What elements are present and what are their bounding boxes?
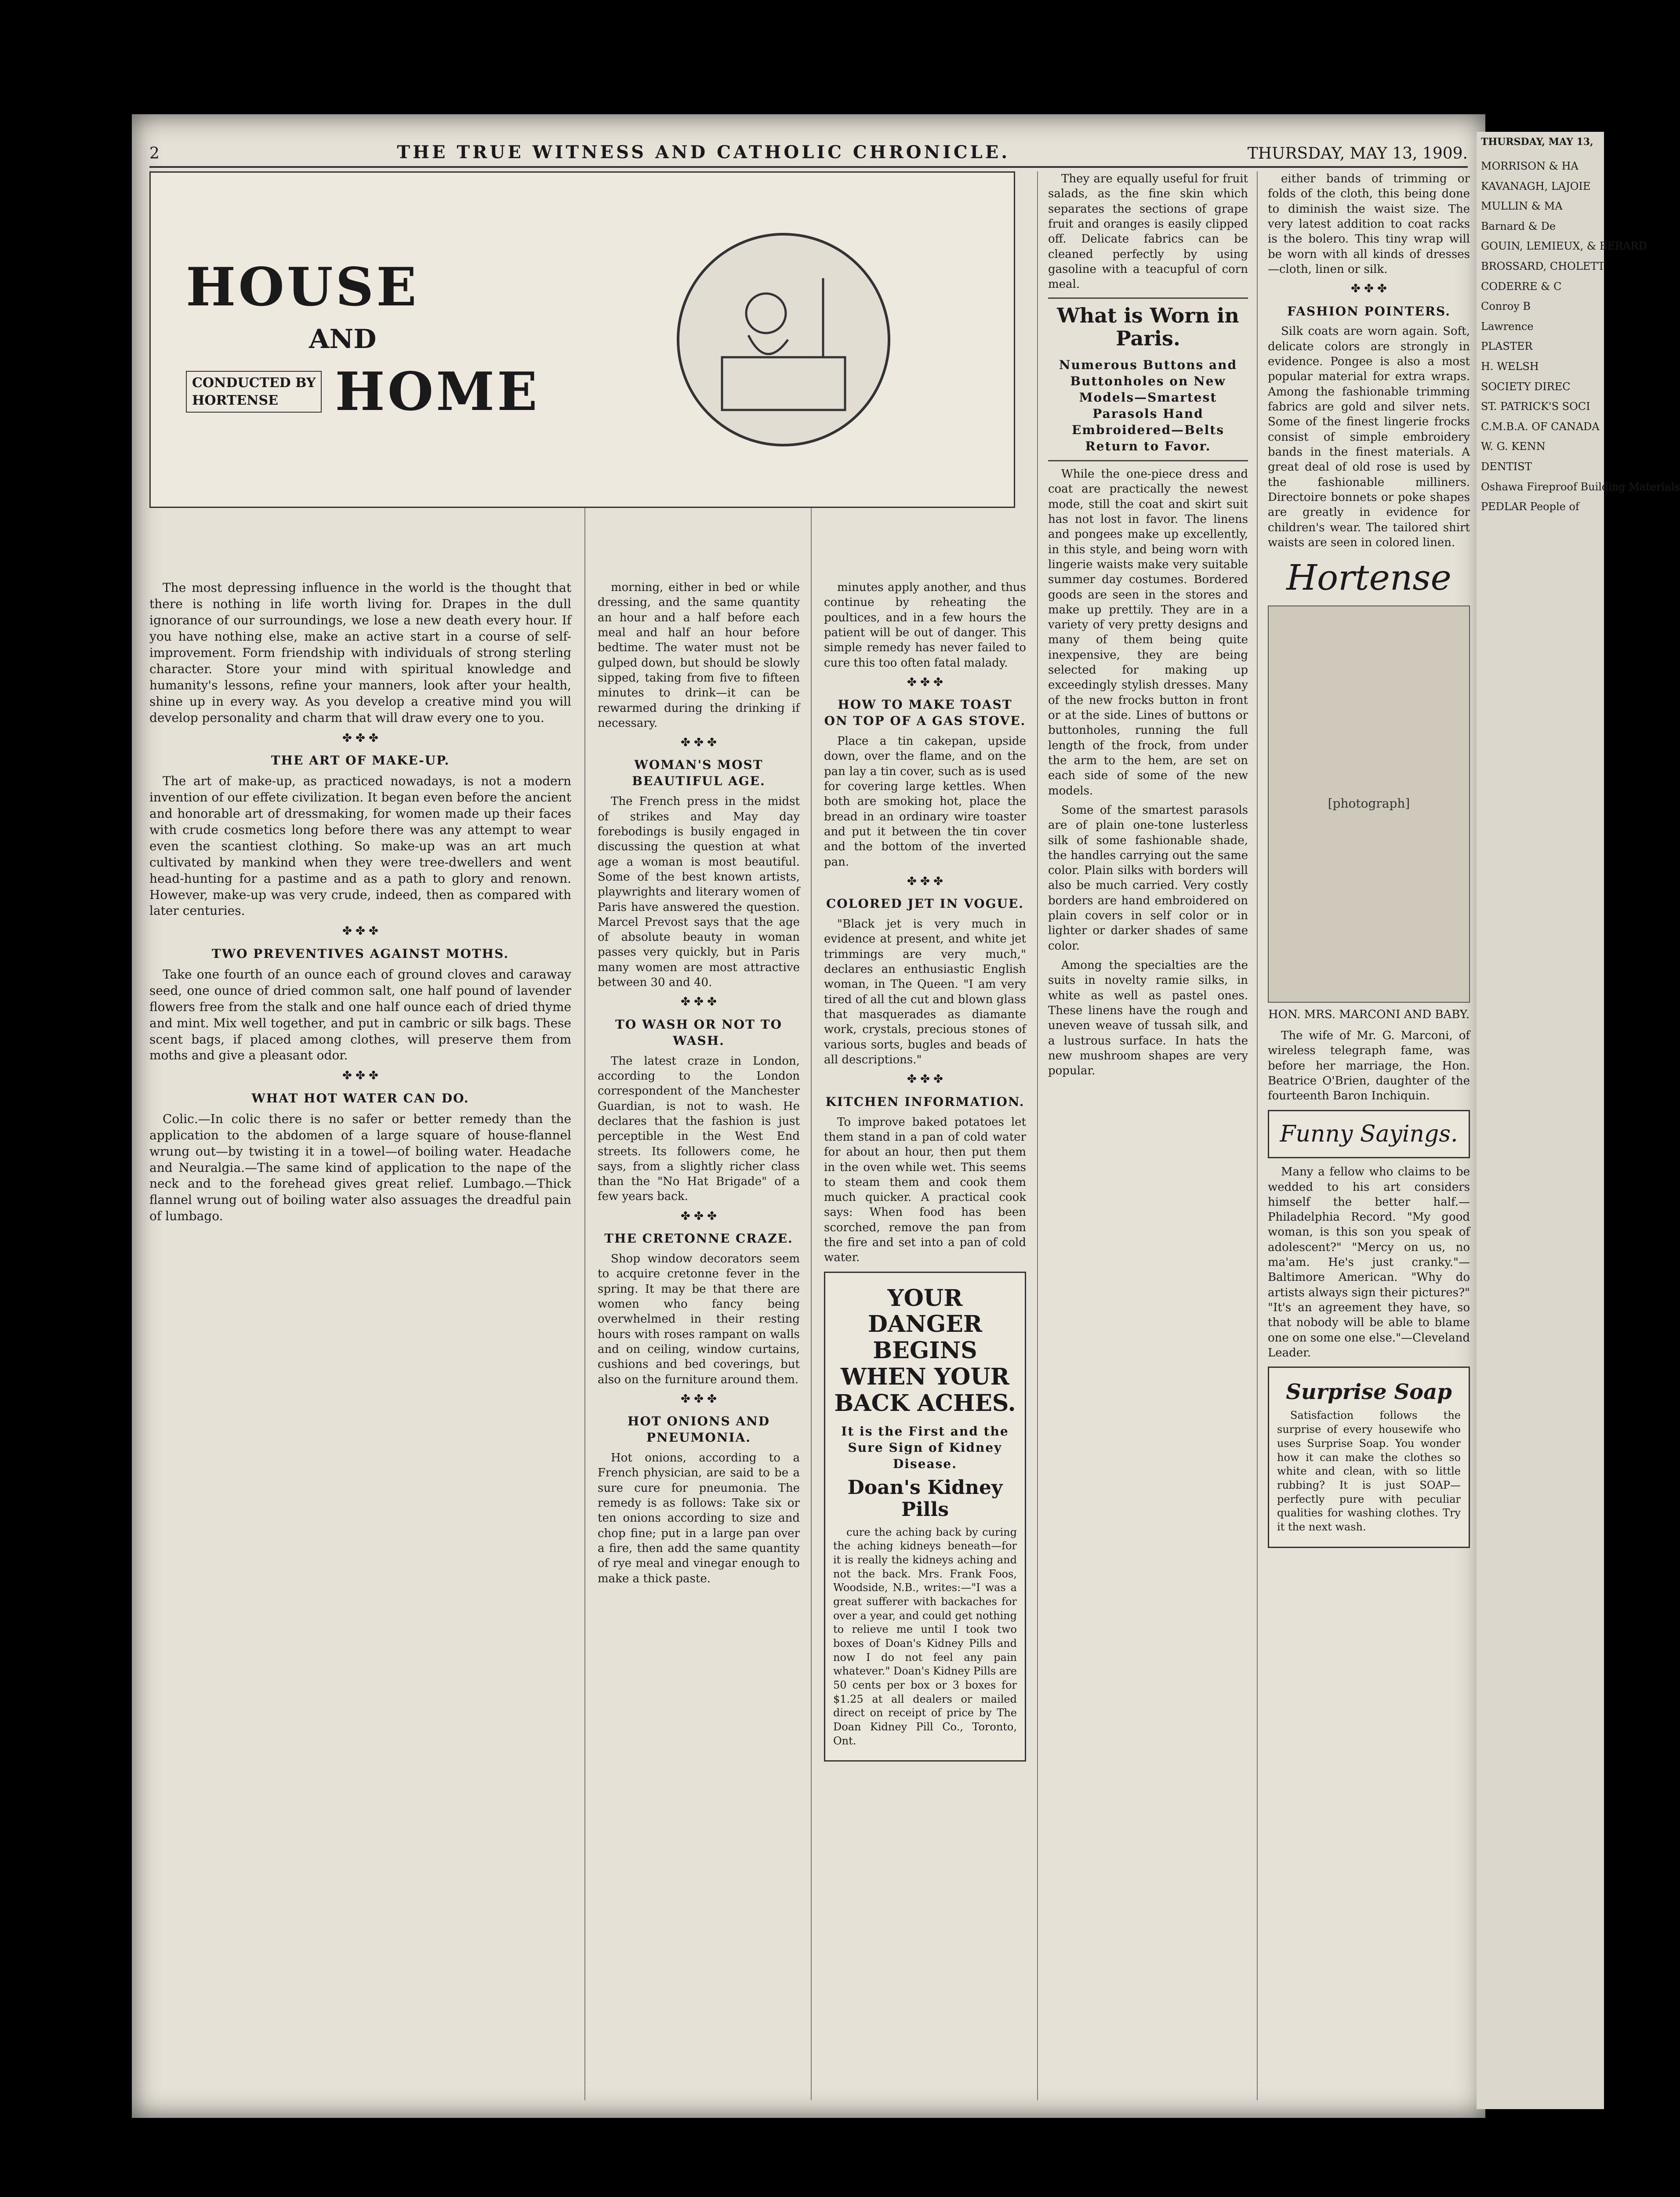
photo-caption: HON. MRS. MARCONI AND BABY. — [1268, 1008, 1470, 1021]
adjacent-page-edge — [1477, 132, 1680, 2109]
ad-product-name: Doan's Kidney Pills — [847, 1476, 1003, 1521]
funny-sayings-heading: Funny Sayings. — [1268, 1110, 1470, 1159]
edge-line: Barnard & De — [1481, 220, 1556, 232]
column-5: either bands of trimming or folds of the cloth, this being done to diminish the waist size. The very latest addition to coat racks is the bolero. This tiny wrap will be worn with all kinds of dresses—cloth, linen or silk. ✤ ✤ ✤ FASHION POINTERS. Silk coats are worn again. Soft, delicate colors are strongly in evidence. Pongee is also a most popular material for extra wraps. Among the fashionable trimming fabrics are gold and silver nets. Some of the finest lingerie frocks consist of simple embroidery bands in the finest materials. A great deal of old rose is used by the fashionable milliners. Directoire bonnets or poke shapes are greatly in evidence for children's wear. The tailored shirt waists are seen in colored linen. Hortense [photograph] HON. MRS. MARCONI AND BABY. The wife of Mr. G. Marconi, of wireless telegraph fame, was before her marriage, the Hon. Beatrice O'Brien, daughter of the fourteenth Baron Inchiquin. Funny Sayings. Many a fellow who claims to be wedded to his art considers himself the better half.—Philadelphia Record. "My good woman, is this son you speak of adolescent?" "Mercy on us, no ma'am. He's just cranky."—Baltimore American. "Why do artists always sign their pictures?" "It's an agreement they have, so that nobody will be able to blame one on some one else."—Cleveland Leader. Surprise Soap Satisfaction follows the surprise of every housewife who uses Surprise Soap. You wonder how it can make the clothes so white and clean, with so little rubbing? It is just SOAP—perfectly pure with peculiar qualities for washing clothes. Try it the next wash. — [1268, 171, 1470, 2100]
wash-heading: TO WASH OR NOT TO WASH. — [615, 1017, 782, 1048]
wash-text: The latest craze in London, according to the London correspondent of the Manchester Guardian, is not to wash. He declares that the fashion is just perceptible in the West End streets. Its followers come, he says, from a slightly richer class than the "No Hat Brigade" of a few years back. — [598, 1054, 800, 1204]
ad-headline: YOUR DANGER BEGINS WHEN YOUR BACK ACHES. — [834, 1284, 1016, 1417]
jet-text: "Black jet is very much in evidence at present, and white jet trimmings are very much," declares an enthusiastic English woman, in The Queen. "I am very tired of all the cut and blown glass that masquerades as diamante work, crystals, precious stones of various sorts, bugles and beads of all descriptions." — [824, 917, 1026, 1066]
edge-line: H. WELSH — [1481, 360, 1539, 373]
cretonne-heading: THE CRETONNE CRAZE. — [604, 1231, 793, 1246]
kitchen-text: To improve baked potatoes let them stand in a pan of cold water for about an hour, then put them in the oven while wet. This seems to steam them and cook them much quicker. A practical cook says: When food has been scorched, remove the pan from the fire and set into a pan of cold water. — [824, 1115, 1026, 1265]
edge-line: Lawrence — [1481, 320, 1534, 333]
separator: ✤ ✤ ✤ — [342, 924, 378, 938]
moths-heading: TWO PREVENTIVES AGAINST MOTHS. — [211, 946, 509, 961]
millinery-text: Among the specialties are the suits in novelty ramie silks, in white as well as pastel ones. These linens have the rough and uneven weave of tussah silk, and a lustrous surface. In hats the new mushroom shapes are very popular. — [1048, 959, 1248, 1078]
fashion-heading: FASHION POINTERS. — [1287, 304, 1451, 319]
column-rule — [1257, 171, 1258, 2100]
edge-line: BROSSARD, CHOLETT — [1481, 260, 1605, 272]
soap-title: Surprise Soap — [1286, 1380, 1452, 1405]
column-4 — [1048, 171, 1248, 2100]
edge-line: Oshawa Fireproof Building Materials — [1481, 480, 1680, 493]
edge-line: ST. PATRICK'S SOCI — [1481, 400, 1590, 413]
soap-text: Satisfaction follows the surprise of every housewife who uses Surprise Soap. You wonder how it can make the clothes so white and clean, with so little rubbing? It is just SOAP—perfectly pure with peculiar qualities for washing clothes. Try it the next wash. — [1277, 1409, 1461, 1533]
parasol-text: Some of the smartest parasols are of plain one-tone lusterless silk of some fashionable shade, the handles carrying out the same color. Plain silks with borders will also be much carried. Very costly borders are hand embroidered on plain covers in self color or in lighter or darker shades of same color. — [1048, 803, 1248, 953]
conducted-by: CONDUCTED BY HORTENSE — [186, 371, 322, 413]
art-of-makeup-heading: THE ART OF MAKE-UP. — [271, 753, 450, 768]
toast-heading: HOW TO MAKE TOAST ON TOP OF A GAS STOVE. — [824, 697, 1026, 729]
hortense-signature: Hortense — [1286, 557, 1451, 598]
edge-line: KAVANAGH, LAJOIE — [1481, 180, 1591, 192]
poultice-text: minutes apply another, and thus continue by reheating the poultices, and in a few hours the patient will be out of danger. This simple remedy has never failed to cure this too often fatal malady. — [824, 581, 1026, 670]
edge-line: MORRISON & HA — [1481, 160, 1578, 172]
art-of-makeup-text: The art of make-up, as practiced nowadays, is not a modern invention of our effete civilization. It began even before the ancient and honorable art of dressmaking, for women made up their faces with crude cosmetics long before there was any attempt to wear even the scantiest clothing. So make-up was an art much cultivated by mankind when they were tree-dwellers and went head-hunting for a pastime and as a path to glory and renown. However, make-up was very crude, indeed, then as compared with later centuries. — [149, 773, 571, 918]
kitchen-heading: KITCHEN INFORMATION. — [825, 1094, 1025, 1109]
hot-water-heading: WHAT HOT WATER CAN DO. — [251, 1091, 469, 1106]
house-and-home-masthead — [149, 171, 1015, 508]
morning-text: morning, either in bed or while dressing, and the same quantity an hour and a half before each meal and half an hour before bedtime. The water must not be gulped down, but should be slowly sipped, taking from five to fifteen minutes to drink—it can be rewarmed during the drinking if necessary. — [598, 581, 800, 730]
paris-text: While the one-piece dress and coat are practically the newest mode, still the coat and skirt suit has not lost in favor. The linens and pongees make up excellently, in this style, and being worn with lingerie waists make very suitable summer day costumes. Bordered goods are seen in the stores and make up prettily. They are in a variety of very pretty designs and many of them being quite inexpensive, they are being selected for making up exceedingly stylish dresses. Many of the new frocks button in front or at the side. Lines of buttons or buttonholes, running the full length of the frock, from under the arm to the hem, are set on each side of some of the new models. — [1048, 468, 1248, 798]
doans-kidney-pills-ad — [824, 1272, 1026, 1762]
intro-paragraph: The most depressing influence in the world is the thought that there is nothing in life worth living for. Drapes in the dull ignorance of our surroundings, we lose a new death every hour. If you have nothing else, make an active start in a course of self-improvement. Form friendship with individuals of strong sterling character. Store your mind with spiritual knowledge and humanity's lessons, refine your manners, look after your health, shine up in every way. As you develop a creative mind you will develop personality and charm that will draw every one to you. — [149, 580, 571, 725]
edge-date: THURSDAY, MAY 13, — [1481, 136, 1593, 148]
newspaper-title: THE TRUE WITNESS AND CATHOLIC CHRONICLE. — [397, 142, 1010, 163]
ad-body: cure the aching back by curing the aching kidneys beneath—for it is really the kidneys aching and not the back. Mrs. Frank Foos, Woodside, N.B., writes:—"I was a great sufferer with backaches for over a year, and could get nothing to relieve me until I took two boxes of Doan's Kidney Pills and now I do not feel any pain whatever." Doan's Kidney Pills are 50 cents per box or 3 boxes for $1.25 at all dealers or mailed direct on receipt of price by The Doan Kidney Pill Co., Toronto, Ont. — [833, 1526, 1017, 1747]
separator: ✤ ✤ ✤ — [342, 731, 378, 745]
separator: ✤ ✤ ✤ — [342, 1069, 378, 1083]
page-header — [149, 132, 1468, 168]
trimming-text: either bands of trimming or folds of the cloth, this being done to diminish the waist size. The very latest addition to coat racks is the bolero. This tiny wrap will be worn with all kinds of dresses—cloth, linen or silk. — [1268, 172, 1470, 276]
edge-line: Conroy B — [1481, 300, 1531, 313]
photo-text: The wife of Mr. G. Marconi, of wireless telegraph fame, was before her marriage, the Hon. Beatrice O'Brien, daughter of the fourteenth Baron Inchiquin. — [1268, 1029, 1470, 1103]
kitchen-illustration — [669, 225, 898, 454]
onions-text: Hot onions, according to a French physician, are said to be a sure cure for pneumonia. The remedy is as follows: Take six or ten onions according to size and chop fine; put in a large pan over a fire, then add the same quantity of rye meal and vinegar enough to make a thick paste. — [598, 1451, 800, 1585]
masthead-word-and: AND — [309, 324, 377, 355]
moths-text: Take one fourth of an ounce each of ground cloves and caraway seed, one ounce of dried common salt, one half pound of lavender flowers free from the stalk and one half ounce each of dried thyme and mint. Mix well together, and put in cambric or silk bags. These scent bags, if placed among clothes, will preserve them from moths and give a pleasant odor. — [149, 967, 571, 1063]
column-1 — [149, 580, 571, 2100]
column-rule — [1037, 171, 1038, 2100]
funny-sayings-text: Many a fellow who claims to be wedded to his art considers himself the better half.—Philadelphia Record. "My good woman, is this son you speak of adolescent?" "Mercy on us, no ma'am. He's just cranky."—Baltimore American. "Why do artists always sign their pictures?" "It's an agreement they have, so that nobody will be able to blame one on some one else."—Cleveland Leader. — [1268, 1165, 1470, 1360]
paris-heading: What is Worn in Paris. — [1057, 303, 1239, 351]
column-3: minutes apply another, and thus continue by reheating the poultices, and in a few hours the patient will be out of danger. This simple remedy has never failed to cure this too often fatal malady. ✤ ✤ ✤ HOW TO MAKE TOAST ON TOP OF A GAS STOVE. Place a tin cakepan, upside down, over the flame, and on the pan lay a tin cover, such as is used for covering large kettles. When both are smoking hot, place the bread in an ordinary wire toaster and put it between the tin cover and the bottom of the inverted pan. ✤ ✤ ✤ COLORED JET IN VOGUE. "Black jet is very much in evidence at present, and white jet trimmings are very much," declares an enthusiastic English woman, in The Queen. "I am very tired of all the cut and blown glass that masquerades as diamante work, crystals, precious stones of various sorts, bugles and beads of all descriptions." ✤ ✤ ✤ KITCHEN INFORMATION. To improve baked potatoes let them stand in a pan of cold water for about an hour, then put them in the oven while wet. This seems to steam them and cook them much quicker. A practical cook says: When food has been scorched, remove the pan from the fire and set into a pan of cold water. YOUR DANGER BEGINS WHEN YOUR BACK ACHES. It is the First and the Sure Sign of Kidney Disease. Doan's Kidney Pills cure the aching back by curing the aching kidneys beneath—for it is really the kidneys aching and not the back. Mrs. Frank Foos, Woodside, N.B., writes:—"I was a great sufferer with backaches for over a year, and could get nothing to relieve me until I took two boxes of Doan's Kidney Pills and now I do not feel any pain whatever." Doan's Kidney Pills are 50 cents per box or 3 boxes for $1.25 at all dealers or mailed direct on receipt of price by The Doan Kidney Pill Co., Toronto, Ont. — [824, 580, 1026, 2100]
fruit-text: They are equally useful for fruit salads, as the fine skin which separates the sections of grape fruit and oranges is easily clipped off. Delicate fabrics can be cleaned perfectly by using gasoline with a teacupful of corn meal. — [1048, 172, 1248, 291]
edge-line: CODERRE & C — [1481, 280, 1562, 293]
issue-date: THURSDAY, MAY 13, 1909. — [1247, 145, 1468, 163]
jet-heading: COLORED JET IN VOGUE. — [826, 896, 1024, 911]
marconi-photo: [photograph] — [1268, 605, 1470, 1003]
page-number: 2 — [149, 145, 160, 163]
edge-line: W. G. KENN — [1481, 440, 1546, 453]
toast-text: Place a tin cakepan, upside down, over the flame, and on the pan lay a tin cover, such as is used for covering large kettles. When both are smoking hot, place the bread in an ordinary wire toaster and put it between the tin cover and the bottom of the inverted pan. — [824, 735, 1026, 869]
edge-line: C.M.B.A. OF CANADA — [1481, 420, 1600, 433]
masthead-word-house: HOUSE — [186, 256, 419, 319]
beautiful-age-heading: WOMAN'S MOST BEAUTIFUL AGE. — [632, 758, 766, 789]
onions-heading: HOT ONIONS AND PNEUMONIA. — [627, 1414, 770, 1445]
column-2: morning, either in bed or while dressing, and the same quantity an hour and a half before each meal and half an hour before bedtime. The water must not be gulped down, but should be slowly sipped, taking from five to fifteen minutes to drink—it can be rewarmed during the drinking if necessary. ✤ ✤ ✤ WOMAN'S MOST BEAUTIFUL AGE. The French press in the midst of strikes and May day forebodings is busily engaged in discussing the question at what age a woman is most beautiful. Some of the best known artists, playwrights and literary women of Paris have answered the question. Marcel Prevost says that the age of absolute beauty in woman passes very quickly, but in Paris many women are most attractive between 30 and 40. ✤ ✤ ✤ TO WASH OR NOT TO WASH. The latest craze in London, according to the London correspondent of the Manchester Guardian, is not to wash. He declares that the fashion is just perceptible in the West End streets. Its followers come, he says, from a slightly richer class than the "No Hat Brigade" of a few years back. ✤ ✤ ✤ THE CRETONNE CRAZE. Shop window decorators seem to acquire cretonne fever in the spring. It may be that there are women who fancy being overwhelmed in their resting hours with roses rampant on walls and on ceiling, window curtains, cushions and bed coverings, but also on the furniture around them. ✤ ✤ ✤ HOT ONIONS AND PNEUMONIA. Hot onions, according to a French physician, are said to be a sure cure for pneumonia. The remedy is as follows: Take six or ten onions according to size and chop fine; put in a large pan over a fire, then add the same quantity of rye meal and vinegar enough to make a thick paste. — [598, 580, 800, 2100]
edge-line: MULLIN & MA — [1481, 200, 1563, 213]
masthead-word-home: HOME — [335, 360, 540, 423]
edge-line: PLASTER — [1481, 340, 1533, 353]
edge-line: GOUIN, LEMIEUX, & BERARD — [1481, 240, 1647, 253]
fashion-text: Silk coats are worn again. Soft, delicate colors are strongly in evidence. Pongee is also a most popular material for extra wraps. Among the fashionable trimming fabrics are gold and silver nets. Some of the finest lingerie frocks consist of simple embroidery bands in the finest materials. A great deal of old rose is used by the fashionable milliners. Directoire bonnets or poke shapes are greatly in evidence for children's wear. The tailored shirt waists are seen in colored linen. — [1268, 325, 1470, 549]
edge-line: SOCIETY DIREC — [1481, 380, 1571, 393]
masthead-area — [149, 171, 1015, 628]
ad-subhead: It is the First and the Sure Sign of Kidney Disease. — [841, 1424, 1009, 1471]
hot-water-text: Colic.—In colic there is no safer or better remedy than the application to the abdomen of a large square of house-flannel wrung out—by twisting it in a towel—of boiling water. Headache and Neuralgia.—The same kind of application to the nape of the neck and to the forehead gives great relief. Lumbago.—Thick flannel wrung out of boiling water also assuages the dreadful pain of lumbago. — [149, 1111, 571, 1224]
surprise-soap-ad — [1268, 1367, 1470, 1548]
newspaper-page — [132, 114, 1485, 2118]
edge-line: PEDLAR People of — [1481, 500, 1579, 513]
cretonne-text: Shop window decorators seem to acquire cretonne fever in the spring. It may be that there are women who fancy being overwhelmed in their resting hours with roses rampant on walls and on ceiling, window curtains, cushions and bed coverings, but also on the furniture around them. — [598, 1252, 800, 1386]
paris-subhead: Numerous Buttons and Buttonholes on New Models—Smartest Parasols Hand Embroidered—Belts Return to Favor. — [1059, 358, 1237, 454]
edge-lines — [1477, 152, 1680, 522]
beautiful-age-text: The French press in the midst of strikes and May day forebodings is busily engaged in discussing the question at what age a woman is most beautiful. Some of the best known artists, playwrights and literary women of Paris have answered the question. Marcel Prevost says that the age of absolute beauty in woman passes very quickly, but in Paris many women are most attractive between 30 and 40. — [598, 795, 800, 990]
edge-line: DENTIST — [1481, 460, 1532, 473]
